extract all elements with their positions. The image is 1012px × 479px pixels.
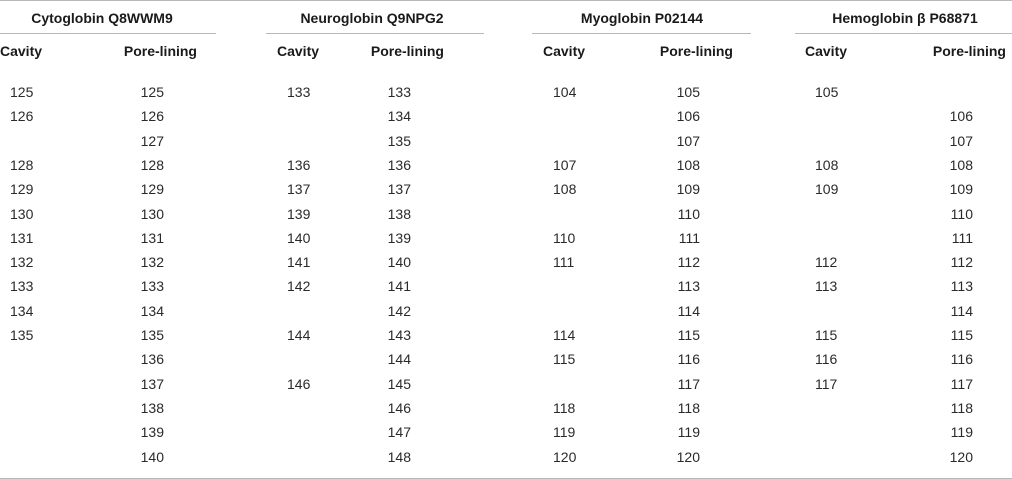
pore-lining-value: 141: [387, 278, 411, 294]
cavity-value: 116: [815, 351, 838, 367]
pore-lining-value: 119: [950, 424, 973, 440]
cavity-value: 108: [815, 157, 839, 173]
pore-lining-value: 111: [678, 230, 700, 246]
group-title-rule: [532, 33, 751, 34]
cavity-value: 142: [287, 278, 311, 294]
pore-lining-value: 112: [677, 254, 700, 270]
group-title: Hemoglobin β P68871: [832, 10, 978, 26]
cavity-header: Cavity: [0, 43, 43, 59]
pore-lining-value: 146: [387, 400, 411, 416]
cavity-value: 113: [815, 278, 838, 294]
pore-lining-value: 114: [950, 303, 973, 319]
cavity-value: 129: [10, 181, 34, 197]
cavity-value: 119: [553, 424, 576, 440]
pore-lining-value: 139: [140, 424, 164, 440]
pore-lining-value: 105: [676, 84, 700, 100]
cavity-value: 134: [10, 303, 34, 319]
group-title-rule: [0, 33, 216, 34]
group-title-rule: [795, 33, 1012, 34]
cavity-value: 109: [815, 181, 839, 197]
pore-lining-value: 140: [387, 254, 411, 270]
pore-lining-value: 132: [140, 254, 164, 270]
cavity-value: 144: [287, 327, 311, 343]
pore-lining-value: 116: [677, 351, 700, 367]
cavity-header: Cavity: [543, 43, 586, 59]
cavity-value: 135: [10, 327, 34, 343]
cavity-value: 115: [553, 351, 576, 367]
pore-lining-value: 117: [677, 376, 700, 392]
cavity-value: 139: [287, 206, 311, 222]
cavity-value: 132: [10, 254, 34, 270]
group-title: Neuroglobin Q9NPG2: [300, 10, 444, 26]
pore-lining-value: 118: [950, 400, 973, 416]
cavity-value: 114: [553, 327, 576, 343]
pore-lining-value: 114: [677, 303, 700, 319]
pore-lining-value: 144: [387, 351, 411, 367]
pore-lining-value: 147: [387, 424, 411, 440]
pore-lining-value: 138: [387, 206, 411, 222]
pore-lining-header: Pore-lining: [123, 43, 197, 59]
pore-lining-header: Pore-lining: [370, 43, 444, 59]
cavity-value: 117: [815, 376, 838, 392]
pore-lining-value: 145: [387, 376, 411, 392]
cavity-value: 146: [287, 376, 311, 392]
pore-lining-value: 117: [950, 376, 973, 392]
cavity-value: 131: [10, 230, 34, 246]
cavity-value: 104: [553, 84, 577, 100]
pore-lining-value: 137: [140, 376, 164, 392]
cavity-value: 115: [815, 327, 838, 343]
cavity-value: 133: [287, 84, 311, 100]
pore-lining-value: 138: [140, 400, 164, 416]
pore-lining-value: 110: [677, 206, 700, 222]
group-title-rule: [266, 33, 484, 34]
pore-lining-value: 106: [676, 108, 700, 124]
pore-lining-value: 136: [140, 351, 164, 367]
cavity-value: 133: [10, 278, 34, 294]
cavity-value: 128: [10, 157, 34, 173]
pore-lining-value: 135: [387, 133, 411, 149]
pore-lining-value: 142: [387, 303, 411, 319]
pore-lining-value: 107: [949, 133, 973, 149]
pore-lining-value: 113: [950, 278, 973, 294]
pore-lining-value: 120: [676, 449, 700, 465]
pore-lining-value: 135: [140, 327, 164, 343]
cavity-header: Cavity: [277, 43, 320, 59]
pore-lining-header: Pore-lining: [932, 43, 1006, 59]
pore-lining-value: 148: [387, 449, 411, 465]
cavity-value: 137: [287, 181, 311, 197]
cavity-value: 110: [553, 230, 576, 246]
cavity-value: 111: [553, 254, 575, 270]
pore-lining-value: 131: [140, 230, 164, 246]
pore-lining-value: 113: [677, 278, 700, 294]
pore-lining-value: 111: [951, 230, 973, 246]
cavity-value: 125: [10, 84, 34, 100]
cavity-value: 107: [553, 157, 577, 173]
pore-lining-value: 127: [140, 133, 164, 149]
pore-lining-value: 143: [387, 327, 411, 343]
pore-lining-value: 140: [140, 449, 164, 465]
pore-lining-value: 128: [140, 157, 164, 173]
cavity-value: 141: [287, 254, 311, 270]
pore-lining-value: 126: [140, 108, 164, 124]
pore-lining-value: 139: [387, 230, 411, 246]
pore-lining-value: 107: [676, 133, 700, 149]
pore-lining-value: 112: [950, 254, 973, 270]
pore-lining-value: 116: [950, 351, 973, 367]
pore-lining-value: 115: [950, 327, 973, 343]
pore-lining-value: 118: [677, 400, 700, 416]
cavity-value: 140: [287, 230, 311, 246]
cavity-value: 126: [10, 108, 34, 124]
cavity-value: 118: [553, 400, 576, 416]
cavity-value: 105: [815, 84, 839, 100]
pore-lining-value: 108: [676, 157, 700, 173]
pore-lining-value: 109: [676, 181, 700, 197]
pore-lining-value: 134: [387, 108, 411, 124]
pore-lining-value: 133: [140, 278, 164, 294]
pore-lining-value: 119: [677, 424, 700, 440]
pore-lining-value: 106: [949, 108, 973, 124]
table-top-rule: [0, 0, 1012, 1]
cavity-value: 112: [815, 254, 838, 270]
pore-lining-value: 133: [387, 84, 411, 100]
pore-lining-value: 136: [387, 157, 411, 173]
cavity-value: 130: [10, 206, 34, 222]
cavity-value: 108: [553, 181, 577, 197]
pore-lining-header: Pore-lining: [659, 43, 733, 59]
pore-lining-value: 120: [949, 449, 973, 465]
pore-lining-value: 110: [950, 206, 973, 222]
pore-lining-value: 129: [140, 181, 164, 197]
pore-lining-value: 134: [140, 303, 164, 319]
pore-lining-value: 125: [140, 84, 164, 100]
pore-lining-value: 109: [949, 181, 973, 197]
cavity-header: Cavity: [805, 43, 848, 59]
cavity-value: 120: [553, 449, 577, 465]
pore-lining-value: 137: [387, 181, 411, 197]
pore-lining-value: 108: [949, 157, 973, 173]
pore-lining-value: 115: [677, 327, 700, 343]
cavity-value: 136: [287, 157, 311, 173]
pore-lining-value: 130: [140, 206, 164, 222]
group-title: Cytoglobin Q8WWM9: [31, 10, 173, 26]
group-title: Myoglobin P02144: [580, 10, 704, 26]
